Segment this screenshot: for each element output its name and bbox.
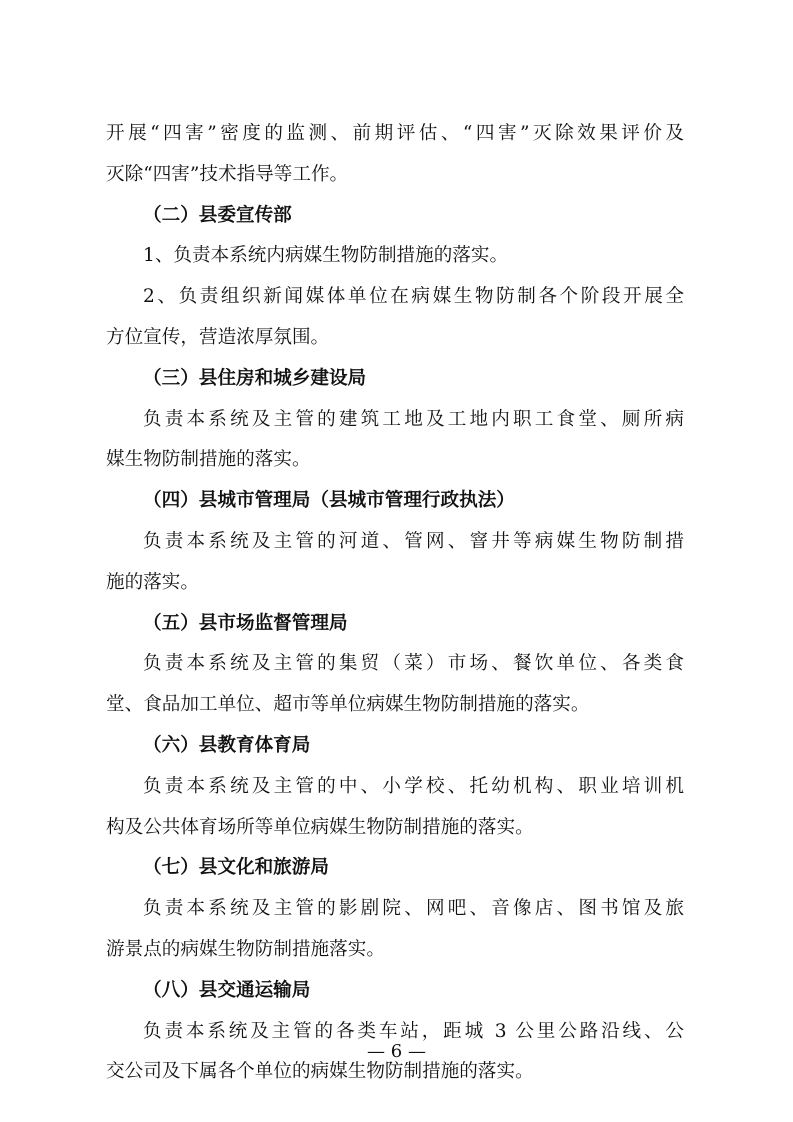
paragraph-line: 开展“四害”密度的监测、前期评估、“四害”灭除效果评价及 (106, 123, 684, 144)
paragraph-line: 负责本系统及主管的建筑工地及工地内职工食堂、厕所病 (143, 408, 684, 430)
paragraph-line: 方位宣传，营造浓厚氛围。 (106, 326, 330, 348)
paragraph-line: 游景点的病媒生物防制措施落实。 (106, 938, 385, 960)
section-heading: （三）县住房和城乡建设局 (143, 367, 367, 389)
document-body (106, 114, 684, 1093)
paragraph-line: 负责本系统及主管的各类车站，距城 3 公里公路沿线、公 (143, 1020, 684, 1042)
paragraph-line: 交公司及下属各个单位的病媒生物防制措施的落实。 (106, 1061, 534, 1083)
page-number: — 6 — (367, 1041, 426, 1062)
section-heading: （四）县城市管理局（县城市管理行政执法） (143, 490, 515, 512)
paragraph-line: 媒生物防制措施的落实。 (106, 449, 311, 471)
section-heading: （二）县委宣传部 (143, 204, 292, 226)
section-heading: （八）县交通运输局 (143, 979, 311, 1001)
paragraph-line: 1、负责本系统内病媒生物防制措施的落实。 (143, 245, 509, 267)
paragraph-line: 构及公共体育场所等单位病媒生物防制措施的落实。 (106, 816, 534, 838)
paragraph-line: 施的落实。 (106, 571, 199, 593)
section-heading: （六）县教育体育局 (143, 734, 311, 756)
paragraph-line: 负责本系统及主管的影剧院、网吧、音像店、图书馆及旅 (143, 898, 684, 920)
paragraph-line: 负责本系统及主管的中、小学校、托幼机构、职业培训机 (143, 775, 684, 797)
paragraph-line: 2、负责组织新闻媒体单位在病媒生物防制各个阶段开展全 (143, 286, 684, 308)
paragraph-line: 堂、食品加工单位、超市等单位病媒生物防制措施的落实。 (106, 694, 590, 716)
paragraph-line: 负责本系统及主管的河道、管网、窨井等病媒生物防制措 (143, 530, 684, 552)
section-heading: （七）县文化和旅游局 (143, 857, 329, 879)
paragraph-line: 灭除“四害”技术指导等工作。 (106, 163, 349, 185)
paragraph-line: 负责本系统及主管的集贸（菜）市场、餐饮单位、各类食 (143, 653, 684, 675)
section-heading: （五）县市场监督管理局 (143, 612, 348, 634)
